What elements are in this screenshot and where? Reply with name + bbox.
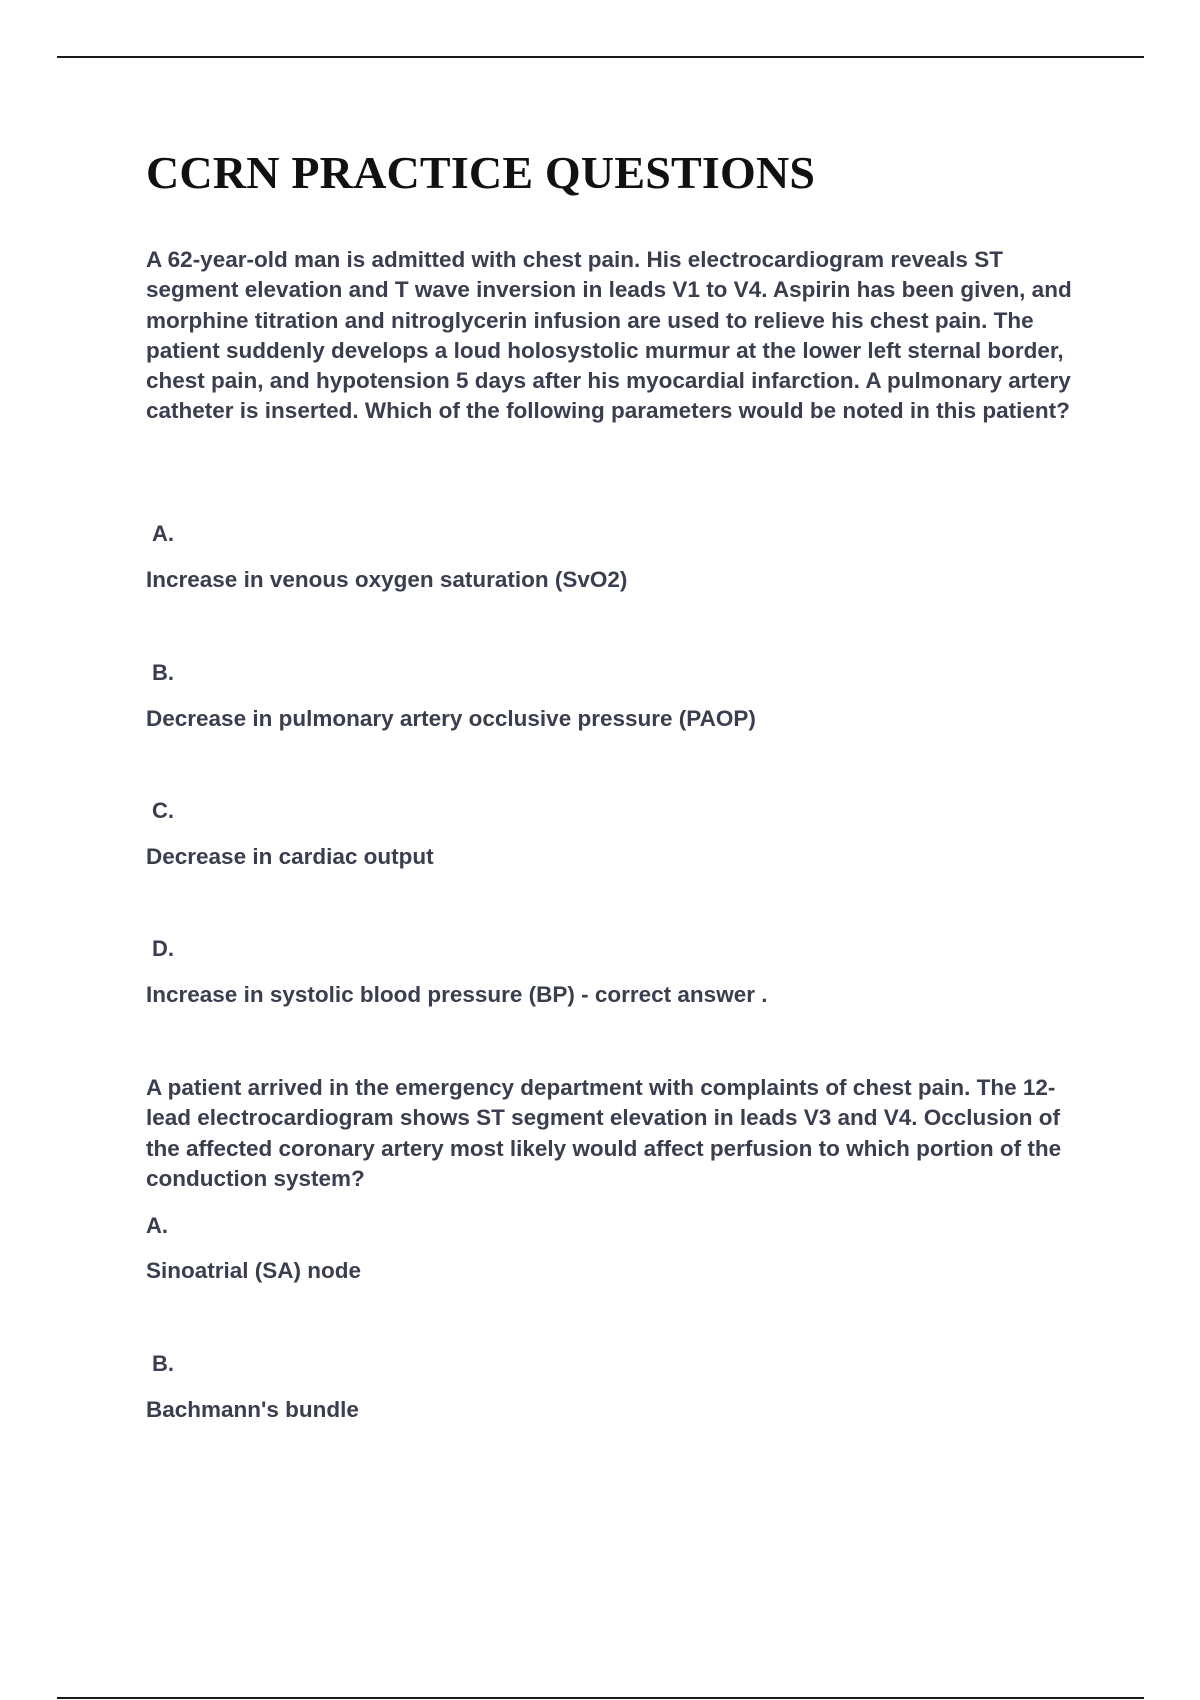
question-1-option-a-letter: A. (152, 521, 174, 546)
question-2-option-b-text: Bachmann's bundle (146, 1397, 359, 1422)
question-2-text: A patient arrived in the emergency department with complaints of chest pain. The 12-lead electrocardiogram shows ST segment elevation in leads V3 and V4. Occlusion of the affected coronary artery most likely would affect perfusion to which portion of the conduction system? (146, 1075, 1062, 1191)
question-1-option-d-letter: D. (152, 936, 174, 961)
question-2-option-a-text: Sinoatrial (SA) node (146, 1258, 362, 1283)
question-1-text: A 62-year-old man is admitted with chest pain. His electrocardiogram reveals ST segment elevation and T wave inversion in leads V1 to V4. Aspirin has been given, and morphine titration and nitroglycerin infusion are used to relieve his chest pain. The patient suddenly develops a loud holosystolic murmur at the lower left sternal border, chest pain, and hypotension 5 days after his myocardial infarction. A pulmonary artery catheter is inserted. Which of the following parameters would be noted in this patient? (146, 247, 1072, 424)
question-2-option-b-letter: B. (152, 1351, 174, 1376)
question-1-option-c-letter: C. (152, 798, 174, 823)
question-1-option-c-text: Decrease in cardiac output (146, 844, 434, 869)
question-1-option-b-letter: B. (152, 660, 174, 685)
question-1-option-b-text: Decrease in pulmonary artery occlusive pressure (PAOP) (146, 706, 756, 731)
question-2-option-a-letter: A. (146, 1213, 168, 1238)
question-1-option-d-text: Increase in systolic blood pressure (BP) - correct answer . (146, 982, 768, 1007)
question-1-option-a-text: Increase in venous oxygen saturation (SvO2) (146, 567, 628, 592)
top-rule (57, 56, 1144, 58)
bottom-rule (57, 1697, 1144, 1699)
page-title: CCRN PRACTICE QUESTIONS (146, 147, 816, 198)
